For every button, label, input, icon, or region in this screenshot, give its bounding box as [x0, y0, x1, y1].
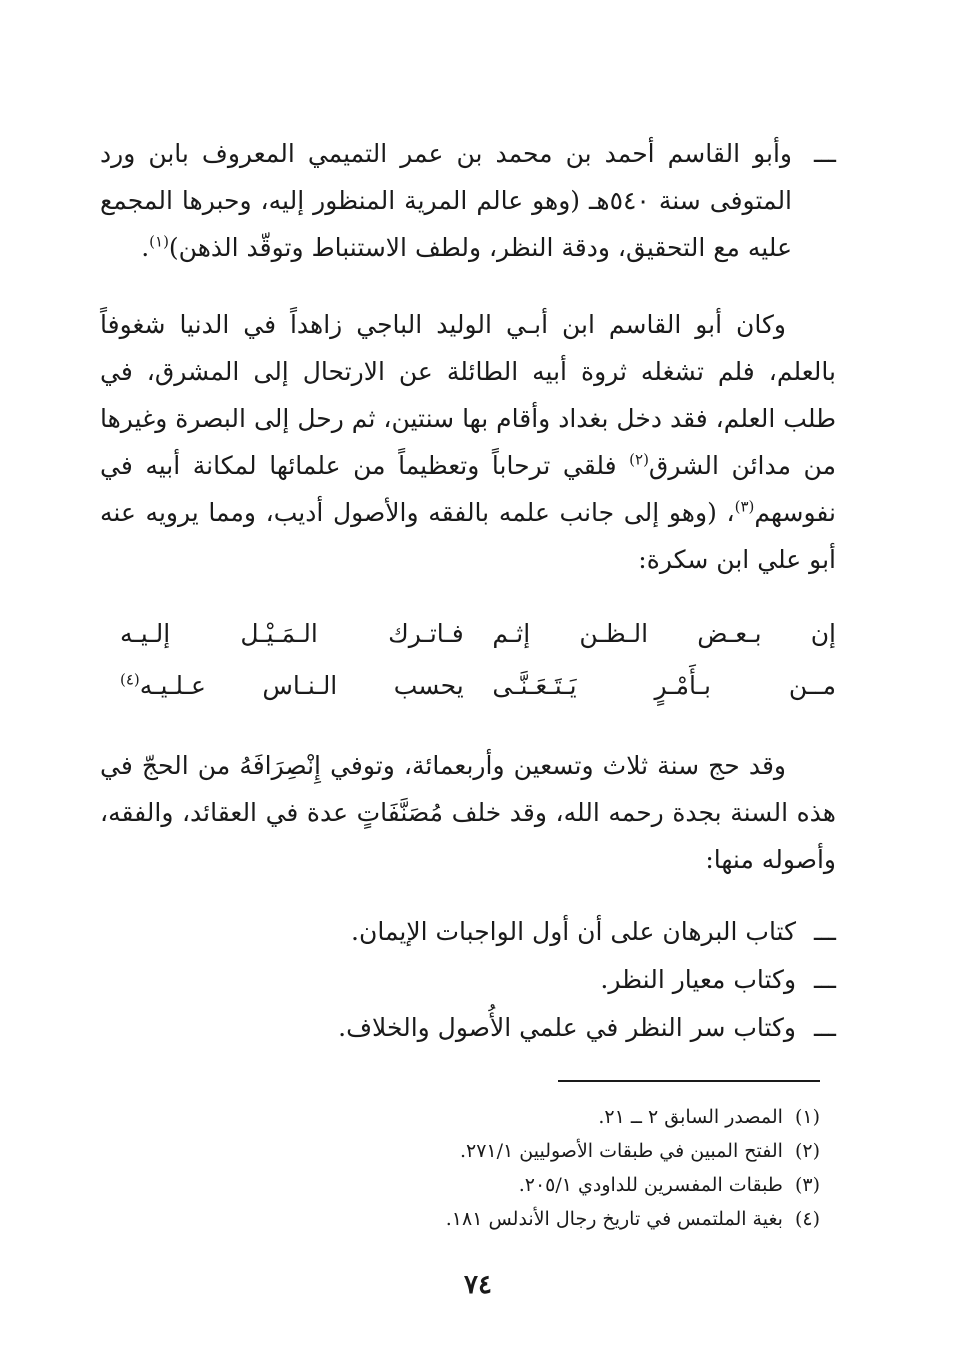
list-item — [100, 908, 836, 956]
footnote-ref-4[interactable]: (٤) — [120, 670, 140, 689]
footnote-number: (١) — [794, 1106, 820, 1128]
list-item-text: كتاب البرهان على أن أول الواجبات الإيمان. — [351, 917, 797, 946]
list-item — [100, 956, 836, 1004]
footnote-text: المصدر السابق ٢ ــ ٢١. — [598, 1106, 783, 1128]
hemistich-second — [120, 660, 464, 712]
bullet-dash: ـــ — [814, 139, 836, 168]
poem-verses — [100, 608, 836, 712]
poem-line-1 — [100, 608, 836, 660]
intro-bullet-paragraph — [100, 130, 836, 271]
footnote-item — [100, 1202, 820, 1236]
footnote-text: بغية الملتمس في تاريخ رجال الأندلس ١٨١. — [445, 1208, 783, 1230]
footnote-ref-1[interactable]: (١) — [149, 232, 169, 251]
footnote-number: (٣) — [794, 1174, 820, 1196]
hemistich-second: فـاتـرك الـمَـيْـل إلـيـه — [120, 619, 464, 648]
paragraph-text: وكان أبو القاسم ابن أبـي الوليد الباجي زاهداً في الدنيا شغوفاً بالعلم، فلم تشغله ثروة أبيه الطائلة عن الارتحال إلى المشرق، في طلب العلم، فقد دخل بغداد وأقام بها سنتين، ثم رحل إلى البصرة وغيرها من مدائن الشرق — [100, 310, 836, 480]
hemistich-first: إن بـعـض الـظـن إثـم — [492, 619, 836, 648]
page-number: ٧٤ — [464, 1270, 492, 1300]
paragraph-text: ، (وهو إلى جانب علمه بالفقه والأصول أديب، ومما يرويه عنه أبو علي ابن سكرة: — [100, 498, 836, 574]
footnote-ref-2[interactable]: (٢) — [629, 450, 649, 469]
paragraph-text: فلقي ترحاباً وتعظيماً من علمائها لمكانة أبيه في نفوسهم — [100, 451, 836, 527]
hemistich-first: مــن بـأَمْـرٍ يَـتَـعَـنَّـى — [492, 671, 836, 700]
footnote-text: طبقات المفسرين للداودي ٢٠٥/١. — [518, 1174, 783, 1196]
footnote-ref-3[interactable]: (٣) — [734, 497, 755, 516]
footnote-number: (٢) — [794, 1140, 820, 1162]
footnote-separator — [558, 1080, 820, 1082]
hemistich-text: يحسب الـنـاس عـلـيـه — [139, 671, 464, 700]
poem-line-2 — [100, 660, 836, 712]
list-item-text: وكتاب سر النظر في علمي الأُصول والخلاف. — [338, 1013, 797, 1042]
footnote-number: (٤) — [794, 1208, 820, 1230]
list-item — [100, 1004, 836, 1052]
footnotes — [100, 1100, 820, 1236]
paragraph-works: وقد حج سنة ثلاث وتسعين وأربعمائة، وتوفي إِنْصِرَافَهُ من الحجّ في هذه السنة بجدة رحمه الله، وقد خلف مُصَنَّفَاتٍ عدة في العقائد، والفقه، وأصوله منها: — [100, 751, 836, 874]
bullet-dash: ـــ — [814, 917, 836, 946]
bullet-dash: ـــ — [814, 1013, 836, 1042]
paragraph-biography — [100, 301, 836, 583]
footnote-text: الفتح المبين في طبقات الأصوليين ٢٧١/١. — [459, 1140, 783, 1162]
list-item-text: وكتاب معيار النظر. — [600, 965, 797, 994]
footnote-item — [100, 1168, 820, 1202]
intro-end: . — [141, 233, 150, 262]
footnote-item — [100, 1100, 820, 1134]
intro-text: وأبو القاسم أحمد بن محمد بن عمر التميمي المعروف بابن ورد المتوفى سنة ٥٤٠هـ (وهو عالم المرية المنظور إليه، وحبرها المجمع عليه مع التحقيق، ودقة النظر، ولطف الاستنباط وتوقّد الذهن) — [100, 139, 793, 262]
bullet-dash: ـــ — [814, 965, 836, 994]
works-list — [100, 908, 836, 1052]
footnote-item — [100, 1134, 820, 1168]
